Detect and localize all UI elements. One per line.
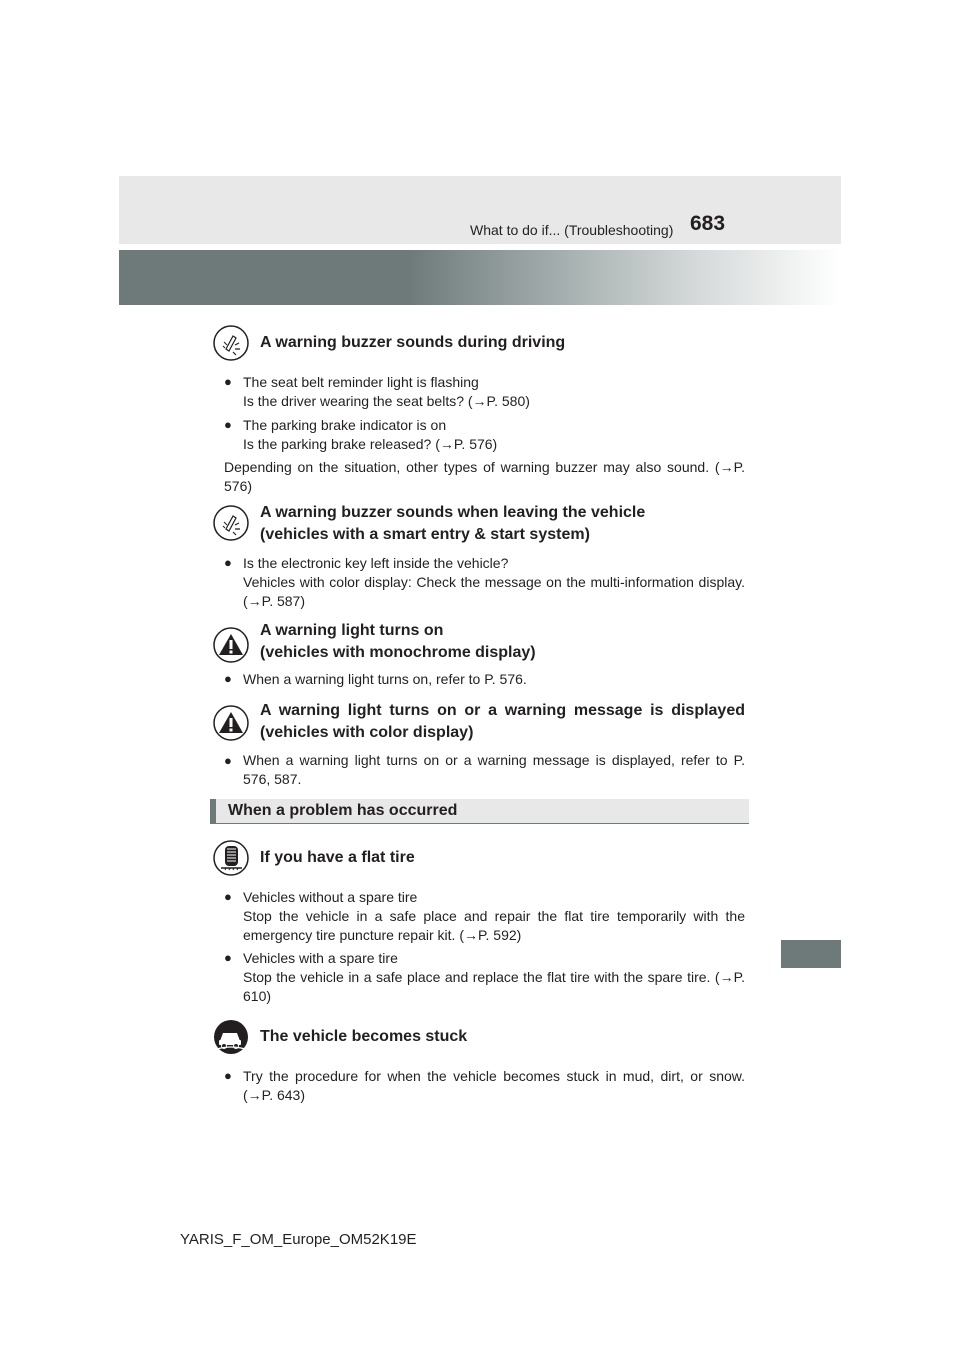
section-title-light-color: A warning light turns on or a warning message is displayed (vehicles with color display) xyxy=(260,702,745,741)
warning-triangle-icon xyxy=(213,627,249,663)
section-title-flat-tire: If you have a flat tire xyxy=(260,849,415,866)
section-title-light-mono: A warning light turns on (vehicles with monochrome display) xyxy=(260,622,536,661)
list-item: When a warning light turns on, refer to P. 576. xyxy=(243,671,527,687)
bullet-icon: ● xyxy=(224,950,232,965)
list-item: Is the electronic key left inside the vehicle? Vehicles with color display: Check the message on the multi-information display. (→P. 587) xyxy=(243,555,745,609)
page-number: 683 xyxy=(690,212,726,235)
list-item: The parking brake indicator is on Is the parking brake released? (→P. 576) xyxy=(243,417,498,452)
section-title-buzzer-leaving: A warning buzzer sounds when leaving the vehicle (vehicles with a smart entry & start system) xyxy=(260,504,646,543)
section-title-buzzer-driving: A warning buzzer sounds during driving xyxy=(260,334,566,351)
tire-icon xyxy=(213,840,249,876)
bullet-icon: ● xyxy=(224,753,232,768)
bullet-icon: ● xyxy=(224,555,232,570)
note-text: Depending on the situation, other types of warning buzzer may also sound. (→P. 576) xyxy=(224,459,745,494)
bullet-icon: ● xyxy=(224,671,232,686)
buzzer-icon xyxy=(213,325,249,361)
section-title-stuck: The vehicle becomes stuck xyxy=(260,1028,468,1045)
buzzer-icon xyxy=(213,505,249,541)
bullet-icon: ● xyxy=(224,889,232,904)
list-item: Vehicles with a spare tire Stop the vehicle in a safe place and replace the flat tire with the spare tire. (→P. 610) xyxy=(243,950,745,1004)
list-item: Try the procedure for when the vehicle becomes stuck in mud, dirt, or snow. (→P. 643) xyxy=(243,1068,745,1103)
footer-doc-id: YARIS_F_OM_Europe_OM52K19E xyxy=(180,1231,417,1248)
list-item: When a warning light turns on or a warning message is displayed, refer to P. 576, 587. xyxy=(243,752,745,787)
bullet-icon: ● xyxy=(224,417,232,432)
list-item: The seat belt reminder light is flashing Is the driver wearing the seat belts? (→P. 580) xyxy=(243,374,530,409)
stuck-vehicle-icon xyxy=(213,1019,249,1055)
bullet-icon: ● xyxy=(224,374,232,389)
bullet-icon: ● xyxy=(224,1068,232,1083)
section-header-title: When a problem has occurred xyxy=(228,802,458,819)
header-title: What to do if... (Troubleshooting) xyxy=(470,222,674,238)
section-header-bar xyxy=(210,799,749,824)
list-item: Vehicles without a spare tire Stop the vehicle in a safe place and repair the flat tire temporarily with the emergency tire puncture repair kit. (→P. 592) xyxy=(243,889,745,943)
warning-triangle-icon xyxy=(213,705,249,741)
chapter-gradient-bar xyxy=(119,250,841,305)
chapter-side-tab xyxy=(781,940,841,968)
